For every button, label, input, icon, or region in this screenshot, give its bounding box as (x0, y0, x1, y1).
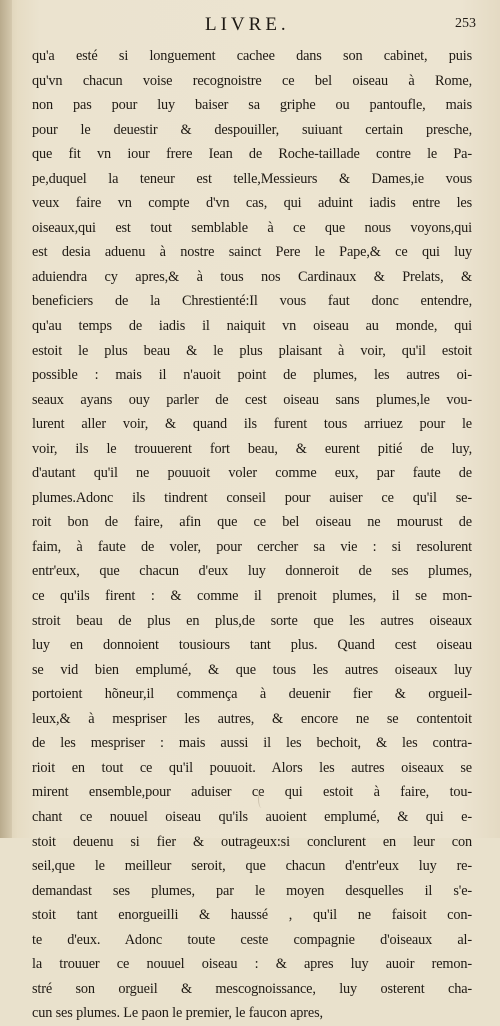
text-line: pour le deuestir & despouiller, suiuant certain presche, (32, 121, 472, 138)
text-line: lurent aller voir, & quand ils furent tous arriuez pour le (32, 416, 472, 433)
text-line: est desia aduenu à nostre sainct Pere le Pape,& ce qui luy (32, 244, 472, 261)
text-line: cun ses plumes. Le paon le premier, le faucon apres, (32, 1005, 323, 1022)
text-line: la trouuer ce nouuel oiseau : & apres luy auoir remon- (32, 956, 472, 973)
text-line: te d'eux. Adonc toute ceste compagnie d'oiseaux al- (32, 931, 472, 948)
text-line: stroit beau de plus en plus,de sorte que les autres oiseaux (32, 612, 472, 629)
text-line: demandast ses plumes, par le moyen desquelles il s'e- (32, 882, 472, 899)
text-line: mirent ensemble,pour aduiser ce qui estoit à faire, tou- (32, 784, 472, 801)
running-head: LIVRE. (205, 14, 290, 35)
text-line: faim, à faute de voler, pour cercher sa vie : si resolurent (32, 538, 472, 555)
text-line: chant ce nouuel oiseau qu'ils auoient emplumé, & qui e- (32, 808, 472, 825)
text-line: luy en donnoient tousiours tant plus. Quand cest oiseau (32, 637, 472, 654)
text-line: estoit le plus beau & le plus plaisant à voir, qu'il estoit (32, 342, 472, 359)
text-line: voir, ils le trouuerent fort beau, & eurent pitié de luy, (32, 440, 472, 457)
text-line: pe,duquel la teneur est telle,Messieurs & Dames,ie vous (32, 170, 472, 187)
text-line: qu'a esté si longuement cachee dans son cabinet, puis (32, 48, 472, 64)
text-line: qu'vn chacun voise recognoistre ce bel oiseau à Rome, (32, 72, 472, 89)
page-number: 253 (455, 16, 476, 31)
page-header (0, 14, 500, 38)
text-line: non pas pour luy baiser sa griphe ou pantoufle, mais (32, 97, 472, 114)
body-text (32, 44, 472, 1026)
text-line: portoient hõneur,il commença à deuenir fier & orgueil- (32, 686, 472, 703)
text-line: se vid bien emplumé, & que tous les autres oiseaux luy (32, 661, 472, 678)
text-line: beneficiers de la Chrestienté:Il vous faut donc entendre, (32, 293, 472, 310)
page-gutter (0, 0, 12, 838)
text-line: entr'eux, que chacun d'eux luy donneroit de ses plumes, (32, 563, 472, 580)
text-line: que fit vn iour frere Iean de Roche-taillade contre le Pa- (32, 146, 472, 163)
text-line: de les mespriser : mais aussi il les bechoit, & les contra- (32, 735, 472, 752)
text-line: stoit tant enorgueilli & haussé , qu'il ne faisoit con- (32, 907, 472, 924)
text-line: seaux ayans ouy parler de cest oiseau sans plumes,le vou- (32, 391, 472, 408)
text-line: stré son orgueil & mescognoissance, luy osterent cha- (32, 980, 472, 997)
text-line: ce qu'ils firent : & comme il prenoit plumes, il se mon- (32, 588, 472, 605)
text-line: aduiendra cy apres,& à tous nos Cardinaux & Prelats, & (32, 268, 472, 285)
text-line: roit bon de faire, afin que ce bel oiseau ne mourust de (32, 514, 472, 531)
text-line: possible : mais il n'auoit point de plumes, les autres oi- (32, 367, 472, 384)
text-line: stoit deuenu si fier & outrageux:si conclurent en leur con (32, 833, 472, 850)
text-line: leux,& à mespriser les autres, & encore ne se contentoit (32, 710, 472, 727)
text-line: seil,que le meilleur seroit, que chacun d'entr'eux luy re- (32, 858, 472, 875)
text-line: qu'au temps de iadis il naiquit vn oiseau au monde, qui (32, 318, 472, 335)
text-line: d'autant qu'il ne pouuoit voler comme eux, par faute de (32, 465, 472, 482)
text-line: rioit en tout ce qu'il pouuoit. Alors les autres oiseaux se (32, 759, 472, 776)
text-line: veux faire vn compte d'vn cas, qui aduint iadis entre les (32, 195, 472, 212)
text-line: oiseaux,qui est tout semblable à ce que nous voyons,qui (32, 219, 472, 236)
paper-mark (258, 790, 265, 808)
text-line: plumes.Adonc ils tindrent conseil pour auiser ce qu'il se- (32, 489, 472, 506)
